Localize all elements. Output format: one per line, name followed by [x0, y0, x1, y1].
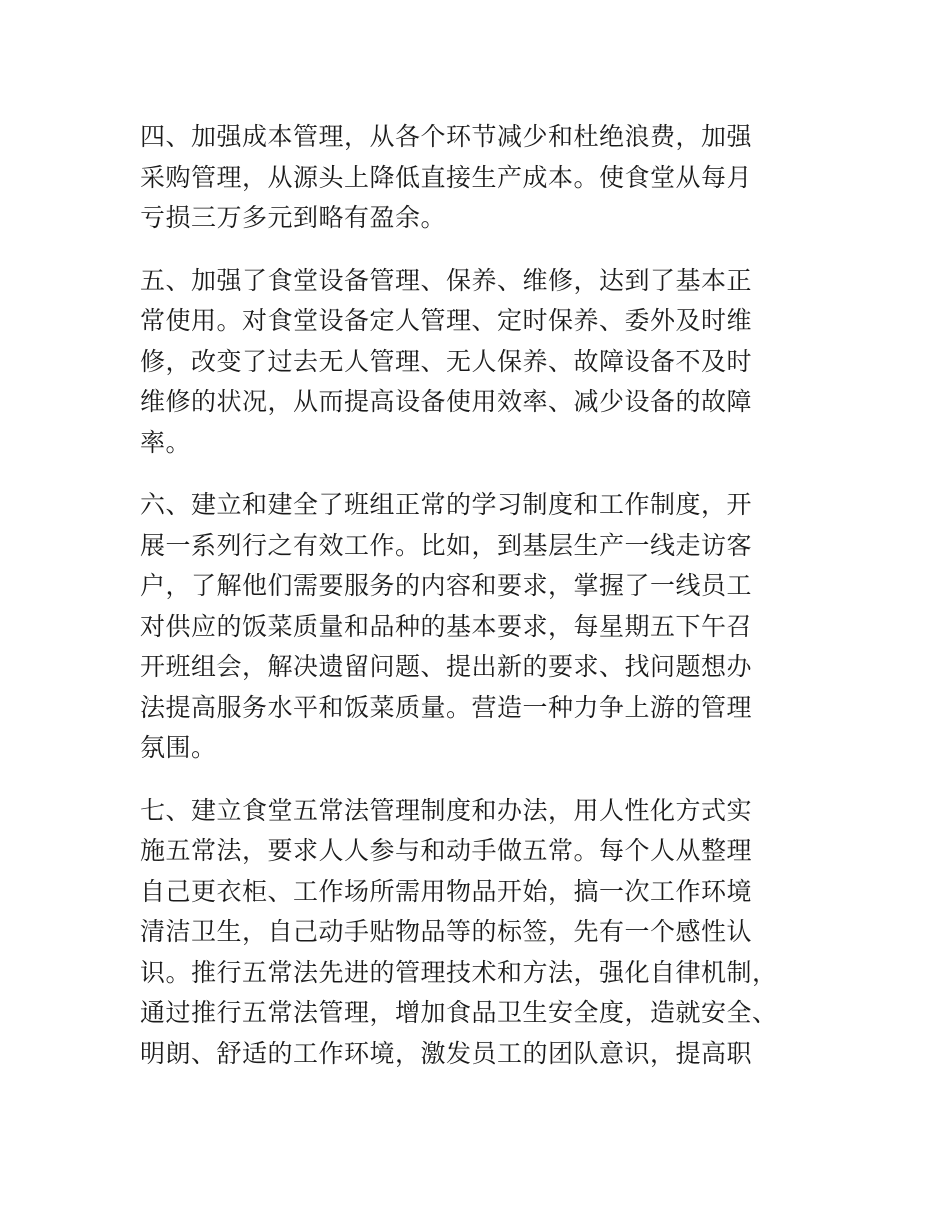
text-line: 采购管理，从源头上降低直接生产成本。使食堂从每月 [140, 162, 753, 192]
paragraph-team-system [140, 485, 812, 769]
text-line: 明朗、舒适的工作环境，激发员工的团队意识，提高职 [140, 1038, 753, 1068]
text-line: 通过推行五常法管理，增加食品卫生安全度，造就安全、 [140, 998, 778, 1027]
text-line: 七、建立食堂五常法管理制度和办法，用人性化方式实 [140, 795, 753, 825]
text-line: 开班组会，解决遗留问题、提出新的要求、找问题想办 [140, 652, 753, 681]
text-line: 修，改变了过去无人管理、无人保养、故障设备不及时 [140, 346, 753, 376]
paragraph-equipment-management [140, 261, 812, 464]
text-line: 户，了解他们需要服务的内容和要求，掌握了一线员工 [140, 571, 753, 600]
text-line: 六、建立和建全了班组正常的学习制度和工作制度，开 [140, 490, 753, 519]
text-line: 展一系列行之有效工作。比如，到基层生产一线走访客 [140, 530, 753, 560]
text-line: 维修的状况，从而提高设备使用效率、减少设备的故障 [140, 387, 753, 416]
text-line: 四、加强成本管理，从各个环节减少和杜绝浪费，加强 [140, 122, 753, 151]
text-line: 清洁卫生，自己动手贴物品等的标签，先有一个感性认 [140, 917, 753, 946]
text-line: 亏损三万多元到略有盈余。 [140, 203, 447, 232]
text-line: 率。 [140, 427, 192, 457]
text-line: 常使用。对食堂设备定人管理、定时保养、委外及时维 [140, 306, 753, 335]
text-line: 法提高服务水平和饭菜质量。营造一种力争上游的管理 [140, 692, 753, 722]
text-line: 识。推行五常法先进的管理技术和方法，强化自律机制， [140, 957, 778, 987]
text-line: 氛围。 [140, 733, 217, 762]
paragraph-cost-management [140, 117, 812, 239]
document-body [140, 117, 812, 1096]
text-line: 施五常法，要求人人参与和动手做五常。每个人从整理 [140, 836, 753, 865]
paragraph-five-s-method [140, 791, 812, 1075]
text-line: 自己更衣柜、工作场所需用物品开始，搞一次工作环境 [140, 876, 753, 906]
text-line: 五、加强了食堂设备管理、保养、维修，达到了基本正 [140, 265, 753, 295]
text-line: 对供应的饭菜质量和品种的基本要求，每星期五下午召 [140, 611, 753, 641]
